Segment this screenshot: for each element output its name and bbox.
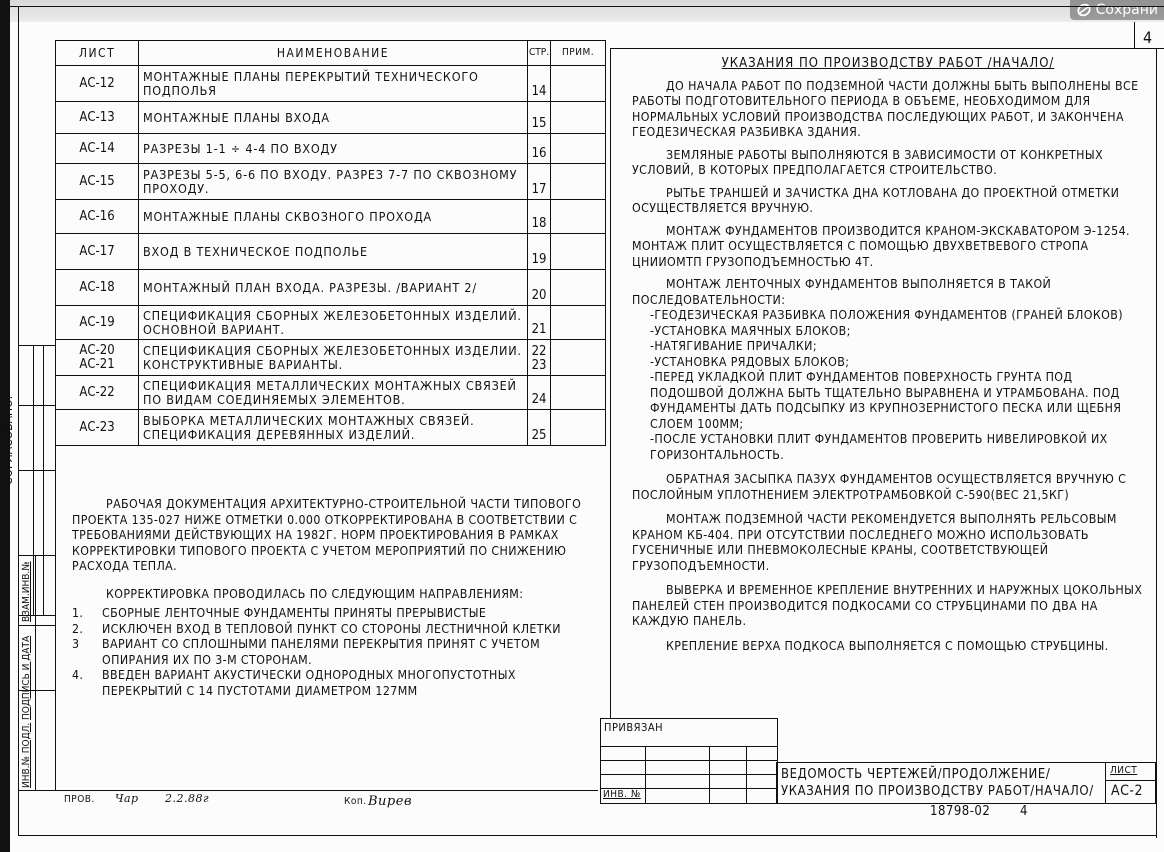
- instruction-step: -ПОСЛЕ УСТАНОВКИ ПЛИТ ФУНДАМЕНТОВ ПРОВЕРИТЬ НИВЕЛИРОВКОЙ ИХ ГОРИЗОНТАЛЬНОСТЬ.: [650, 432, 1108, 462]
- note-cell: [551, 164, 606, 200]
- page-number: 4: [1020, 804, 1028, 819]
- frame-right-line: [1156, 48, 1157, 838]
- instructions-block: [632, 56, 1144, 654]
- instruction-paragraph: ЗЕМЛЯНЫЕ РАБОТЫ ВЫПОЛНЯЮТСЯ В ЗАВИСИМОСТИ ОТ КОНКРЕТНЫХ УСЛОВИЙ, В КОТОРЫХ ПРЕДПОЛАГАЕТСЯ СТРОИТЕЛЬСТВО.: [632, 147, 1104, 177]
- note-cell: [551, 376, 606, 410]
- table-row: [56, 270, 606, 306]
- instruction-paragraph: ОБРАТНАЯ ЗАСЫПКА ПАЗУХ ФУНДАМЕНТОВ ОСУЩЕСТВЛЯЕТСЯ ВРУЧНУЮ С ПОСЛОЙНЫМ УПЛОТНЕНИЕМ ЭЛЕКТРОТРАМБОВКОЙ С-590(ВЕС 21,5КГ): [632, 472, 1127, 502]
- drawing-name: МОНТАЖНЫЕ ПЛАНЫ ПЕРЕКРЫТИЙ ТЕХНИЧЕСКОГО ПОДПОЛЬЯ: [139, 66, 528, 102]
- page-number-cell: 25: [528, 410, 551, 446]
- drawing-name: СПЕЦИФИКАЦИЯ СБОРНЫХ ЖЕЛЕЗОБЕТОННЫХ ИЗДЕЛИИ. КОНСТРУКТИВНЫЕ ВАРИАНТЫ.: [139, 340, 528, 376]
- margin-row-line: [18, 345, 55, 346]
- instruction-paragraph: КРЕПЛЕНИЕ ВЕРХА ПОДКОСА ВЫПОЛНЯЕТСЯ С ПОМОЩЬЮ СТРУБЦИНЫ.: [666, 638, 1109, 653]
- checked-label: ПРОВ.: [64, 794, 95, 805]
- title-line-2: УКАЗАНИЯ ПО ПРОИЗВОДСТВУ РАБОТ/НАЧАЛО/: [781, 784, 1094, 799]
- replace-inv-label: ВЗАМ.ИНВ.№: [21, 561, 32, 622]
- table-row: [56, 102, 606, 134]
- binding-label: ПРИВЯЗАН: [604, 721, 664, 734]
- table-row: [56, 66, 606, 102]
- drawing-name: СПЕЦИФИКАЦИЯ МЕТАЛЛИЧЕСКИХ МОНТАЖНЫХ СВЯЗЕЙ ПО ВИДАМ СОЕДИНЯЕМЫХ ЭЛЕМЕНТОВ.: [139, 376, 528, 410]
- drawing-name: СПЕЦИФИКАЦИЯ СБОРНЫХ ЖЕЛЕЗОБЕТОННЫХ ИЗДЕЛИЙ. ОСНОВНОЙ ВАРИАНТ.: [139, 306, 528, 340]
- binding-row-line: [601, 746, 777, 747]
- corner-divider: [1134, 22, 1135, 48]
- page-number-cell: 20: [528, 270, 551, 306]
- instruction-paragraph: МОНТАЖ ФУНДАМЕНТОВ ПРОИЗВОДИТСЯ КРАНОМ-ЭКСКАВАТОРОМ Э-1254. МОНТАЖ ПЛИТ ОСУЩЕСТВЛЯЕТСЯ С ПОМОЩЬЮ ДВУХВЕТВЕВОГО СТРОПА ЦНИИОМТП ГРУЗОПОДЪЕМНОСТЬЮ 4Т.: [632, 223, 1130, 269]
- drawing-list-table: [55, 40, 606, 446]
- margin-row-line: [18, 555, 55, 556]
- correction-number: 4.: [72, 668, 84, 682]
- frame-bottom-line-left: [18, 790, 598, 791]
- table-row: [56, 200, 606, 234]
- page-number-cell: 22 23: [528, 340, 551, 376]
- header-page: СТР.: [528, 41, 551, 66]
- sheet-code: АС-19: [56, 306, 139, 340]
- corrections-title: КОРРЕКТИРОВКА ПРОВОДИЛАСЬ ПО СЛЕДУЮЩИМ НАПРАВЛЕНИЯМ:: [106, 586, 524, 601]
- correction-text: СБОРНЫЕ ЛЕНТОЧНЫЕ ФУНДАМЕНТЫ ПРИНЯТЫ ПРЕРЫВИСТЫЕ: [102, 606, 487, 620]
- page-number-cell: 24: [528, 376, 551, 410]
- table-row: [56, 234, 606, 270]
- sheet-value: АС-2: [1111, 783, 1143, 799]
- column-divider: [610, 48, 611, 718]
- margin-outer-line: [18, 6, 19, 835]
- drawing-name: МОНТАЖНЫЕ ПЛАНЫ ВХОДА: [139, 102, 528, 134]
- binding-col-line: [645, 746, 646, 803]
- table-row: [56, 134, 606, 164]
- sheet-code: АС-13: [56, 102, 139, 134]
- note-cell: [551, 410, 606, 446]
- table-row: [56, 376, 606, 410]
- document-number: 18798-02: [930, 804, 991, 819]
- title-sheet-divider: [1105, 763, 1106, 803]
- note-cell: [551, 234, 606, 270]
- instruction-step: -ГЕОДЕЗИЧЕСКАЯ РАЗБИВКА ПОЛОЖЕНИЯ ФУНДАМЕНТОВ (ГРАНЕЙ БЛОКОВ): [650, 308, 1123, 322]
- drawing-name: РАЗРЕЗЫ 5-5, 6-6 ПО ВХОДУ. РАЗРЕЗ 7-7 ПО СКВОЗНОМУ ПРОХОДУ.: [139, 164, 528, 200]
- instruction-paragraph: ДО НАЧАЛА РАБОТ ПО ПОДЗЕМНОЙ ЧАСТИ ДОЛЖНЫ БЫТЬ ВЫПОЛНЕНЫ ВСЕ РАБОТЫ ПОДГОТОВИТЕЛЬНОГО ПЕРИОДА В ОБЪЕМЕ, НЕОБХОДИМОМ ДЛЯ НОРМАЛЬНЫХ УСЛОВИЙ ПРОИЗВОДСТВА ПОСЛЕДУЮЩИХ РАБОТ, И ЗАКОНЧЕНА ГЕОДЕЗИЧЕСКАЯ РАЗБИВКА ЗДАНИЯ.: [632, 78, 1139, 139]
- title-line-1: ВЕДОМОСТЬ ЧЕРТЕЖЕЙ/ПРОДОЛЖЕНИЕ/: [781, 767, 1051, 782]
- instruction-paragraph: ВЫВЕРКА И ВРЕМЕННОЕ КРЕПЛЕНИЕ ВНУТРЕННИХ И НАРУЖНЫХ ЦОКОЛЬНЫХ ПАНЕЛЕЙ СТЕН ПРОИЗВОДИТСЯ ПОДКОСАМИ СО СТРУБЦИНАМИ ПО ДВА НА КАЖДУЮ ПАНЕЛЬ.: [632, 583, 1143, 628]
- binding-block: [600, 718, 778, 804]
- note-cell: [551, 134, 606, 164]
- margin-col-line: [43, 345, 44, 615]
- drawing-name: РАЗРЕЗЫ 1-1 ÷ 4-4 ПО ВХОДУ: [139, 134, 528, 164]
- intro-notes: [72, 497, 587, 699]
- binding-col-line: [709, 746, 710, 803]
- sign-date-label: ПОДПИСЬ И ДАТА: [21, 635, 32, 720]
- instruction-paragraph: РЫТЬЕ ТРАНШЕЙ И ЗАЧИСТКА ДНА КОТЛОВАНА ДО ПРОЕКТНОЙ ОТМЕТКИ ОСУЩЕСТВЛЯЕТСЯ ВРУЧНУЮ.: [632, 185, 1120, 215]
- corner-sheet-number: 4: [1143, 28, 1153, 47]
- save-button[interactable]: [1070, 0, 1164, 20]
- margin-stamp-line: [35, 555, 36, 790]
- frame-top-line: [10, 6, 1164, 7]
- correction-text: ВВЕДЕН ВАРИАНТ АКУСТИЧЕСКИ ОДНОРОДНЫХ МНОГОПУСТОТНЫХ ПЕРЕКРЫТИЙ С 14 ПУСТОТАМИ ДИАМЕТРОМ 127ММ: [102, 668, 516, 698]
- margin-inner-line: [55, 40, 56, 790]
- frame-bottom-line: [18, 835, 1156, 836]
- page-number-cell: 16: [528, 134, 551, 164]
- instructions-title: УКАЗАНИЯ ПО ПРОИЗВОДСТВУ РАБОТ /НАЧАЛО/: [721, 56, 1055, 71]
- header-name: НАИМЕНОВАНИЕ: [139, 41, 528, 66]
- checked-signature: Чар: [115, 792, 139, 805]
- instruction-step: -ПЕРЕД УКЛАДКОЙ ПЛИТ ФУНДАМЕНТОВ ПОВЕРХНОСТЬ ГРУНТА ПОД ПОДОШВОЙ ДОЛЖНА БЫТЬ ТЩАТЕЛЬНО ВЫРАВНЕНА И УТРАМБОВАНА. ПОД ФУНДАМЕНТЫ ДАТЬ ПОДСЫПКУ ИЗ КРУПНОЗЕРНИСТОГО ПЕСКА ИЛИ ЩЕБНЯ СЛОЕМ 100ММ;: [650, 370, 1122, 431]
- correction-text: ИСКЛЮЧЕН ВХОД В ТЕПЛОВОЙ ПУНКТ СО СТОРОНЫ ЛЕСТНИЧНОЙ КЛЕТКИ: [102, 621, 561, 636]
- correction-item: [72, 668, 587, 699]
- page-number-cell: 14: [528, 66, 551, 102]
- drawing-name: МОНТАЖНЫЕ ПЛАНЫ СКВОЗНОГО ПРОХОДА: [139, 200, 528, 234]
- page-number-cell: 15: [528, 102, 551, 134]
- copy-signature: Вирев: [368, 794, 413, 809]
- correction-number: 1.: [72, 606, 84, 620]
- instructions-paragraphs-after: [632, 472, 1144, 654]
- table-row: [56, 306, 606, 340]
- sheet-code: АС-12: [56, 66, 139, 102]
- viewer-top-bar: [0, 0, 1164, 22]
- table-row: [56, 164, 606, 200]
- sheet-code: АС-22: [56, 376, 139, 410]
- margin-row-line: [18, 625, 55, 626]
- sheet-code: АС-18: [56, 270, 139, 306]
- page-number-cell: 21: [528, 306, 551, 340]
- title-sheet-line: [1105, 780, 1155, 781]
- frame-top-right-line: [610, 48, 1164, 49]
- inv-orig-label: ИНВ.№ ПОДЛ.: [21, 722, 32, 788]
- table-row: [56, 340, 606, 376]
- note-cell: [551, 306, 606, 340]
- instruction-paragraph: МОНТАЖ ПОДЗЕМНОЙ ЧАСТИ РЕКОМЕНДУЕТСЯ ВЫПОЛНЯТЬ РЕЛЬСОВЫМ КРАНОМ КБ-404. ПРИ ОТСУТСТВИИ ПОСЛЕДНЕГО МОЖНО ИСПОЛЬЗОВАТЬ ГУСЕНИЧНЫЕ ИЛИ ПНЕВМОКОЛЕСНЫЕ КРАНЫ, СООТВЕТСТВУЮЩЕЙ ГРУЗОПОДЪЕМНОСТИ.: [632, 512, 1117, 573]
- correction-number: 2.: [72, 621, 84, 636]
- correction-item: [72, 637, 587, 668]
- table-header-row: [56, 41, 606, 66]
- drawing-name: МОНТАЖНЫЙ ПЛАН ВХОДА. РАЗРЕЗЫ. /ВАРИАНТ 2/: [139, 270, 528, 306]
- sheet-label: ЛИСТ: [1110, 765, 1138, 776]
- note-cell: [551, 200, 606, 234]
- note-cell: [551, 340, 606, 376]
- margin-row-line: [18, 405, 55, 406]
- header-note: ПРИМ.: [551, 41, 606, 66]
- page-number-cell: 17: [528, 164, 551, 200]
- page-number-cell: 19: [528, 234, 551, 270]
- instruction-step: -УСТАНОВКА РЯДОВЫХ БЛОКОВ;: [650, 354, 850, 369]
- instruction-step: -УСТАНОВКА МАЯЧНЫХ БЛОКОВ;: [650, 323, 851, 338]
- note-cell: [551, 66, 606, 102]
- table-row: [56, 410, 606, 446]
- correction-item: [72, 606, 587, 622]
- note-cell: [551, 102, 606, 134]
- instructions-steps: [632, 308, 1144, 463]
- margin-col-line: [33, 345, 34, 615]
- instruction-step: -НАТЯГИВАНИЕ ПРИЧАЛКИ;: [650, 339, 817, 353]
- sheet-code: АС-23: [56, 410, 139, 446]
- save-label: Сохрани: [1095, 2, 1158, 18]
- copy-label: Коп.: [344, 796, 367, 807]
- sheet-code: АС-20 АС-21: [56, 340, 139, 376]
- binding-row-line: [601, 760, 777, 761]
- sheet-code: АС-15: [56, 164, 139, 200]
- sheet-code: АС-14: [56, 134, 139, 164]
- note-cell: [551, 270, 606, 306]
- title-block: [776, 762, 1156, 804]
- intro-paragraph: РАБОЧАЯ ДОКУМЕНТАЦИЯ АРХИТЕКТУРНО-СТРОИТЕЛЬНОЙ ЧАСТИ ТИПОВОГО ПРОЕКТА 135-027 НИЖЕ ОТМЕТКИ 0.000 ОТКОРРЕКТИРОВАНА В СООТВЕТСТВИИ С ТРЕБОВАНИЯМИ ДЕЙСТВУЮЩИХ НА 1982Г. НОРМ ПРОЕКТИРОВАНИЯ В РАМКАХ КОРРЕКТИРОВКИ ТИПОВОГО ПРОЕКТА С УЧЕТОМ МЕРОПРИЯТИЙ ПО СНИЖЕНИЮ РАСХОДА ТЕПЛА.: [72, 497, 582, 573]
- correction-text: ВАРИАНТ СО СПЛОШНЫМИ ПАНЕЛЯМИ ПЕРЕКРЫТИЯ ПРИНЯТ С УЧЕТОМ ОПИРАНИЯ ИХ ПО 3-М СТОРОНАМ.: [102, 637, 541, 667]
- page-number-cell: 18: [528, 200, 551, 234]
- sheet-code: АС-16: [56, 200, 139, 234]
- binding-col-line: [746, 746, 747, 803]
- sheet-code: АС-17: [56, 234, 139, 270]
- instruction-paragraph: МОНТАЖ ЛЕНТОЧНЫХ ФУНДАМЕНТОВ ВЫПОЛНЯЕТСЯ В ТАКОЙ ПОСЛЕДОВАТЕЛЬНОСТИ:: [632, 277, 1052, 307]
- checked-date: 2.2.88г: [165, 792, 210, 805]
- instructions-paragraphs: [632, 79, 1144, 309]
- header-sheet: ЛИСТ: [56, 41, 139, 66]
- agreed-label: СОГЛАСОВАНО:: [1, 395, 15, 485]
- drawing-name: ВХОД В ТЕХНИЧЕСКОЕ ПОДПОЛЬЕ: [139, 234, 528, 270]
- binding-row-line: [601, 774, 777, 775]
- corrections-list: [72, 606, 587, 699]
- inventory-label: ИНВ. №: [603, 789, 641, 800]
- drawing-name: ВЫБОРКА МЕТАЛЛИЧЕСКИХ МОНТАЖНЫХ СВЯЗЕЙ. СПЕЦИФИКАЦИЯ ДЕРЕВЯННЫХ ИЗДЕЛИЙ.: [139, 410, 528, 446]
- margin-row-line: [18, 470, 55, 471]
- correction-number: 3: [72, 637, 80, 651]
- correction-item: [72, 622, 587, 638]
